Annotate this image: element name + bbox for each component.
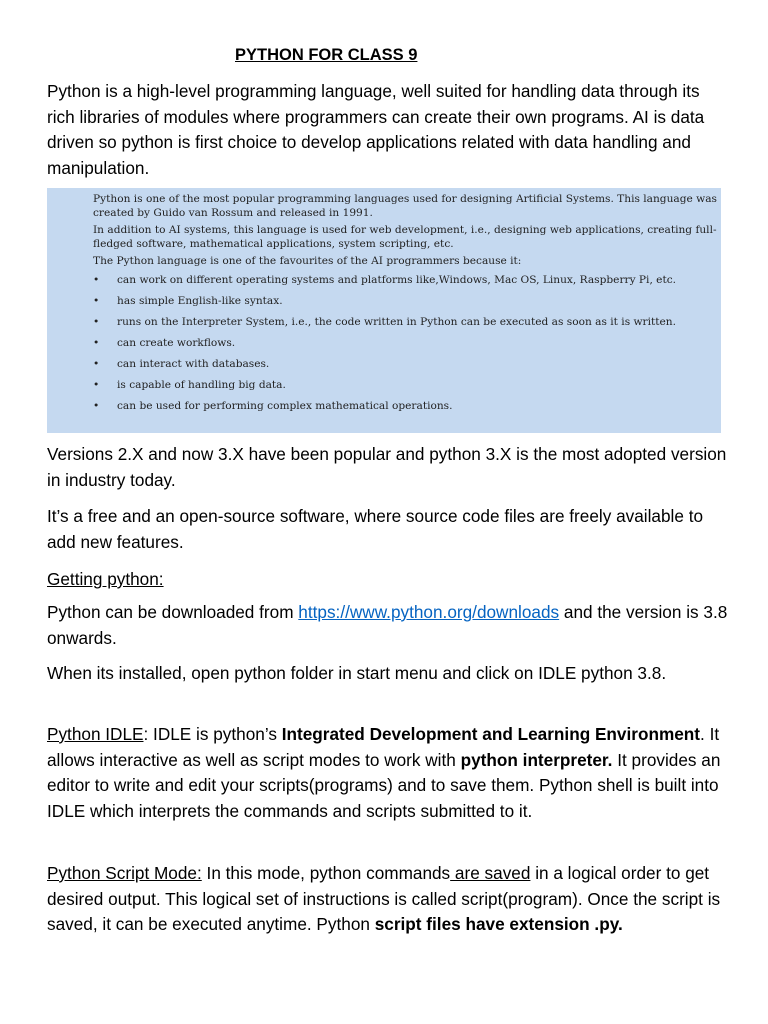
list-item: • can work on different operating systems and platforms like,Windows, Mac OS, Linux, Raspberry Pi, etc.	[93, 270, 719, 291]
info-box-paragraph-3: The Python language is one of the favourites of the AI programmers because it:	[93, 255, 522, 267]
page-title: PYTHON FOR CLASS 9	[235, 46, 418, 64]
script-mode-paragraph: Python Script Mode: In this mode, python commands are saved in a logical order to get desired output. This logical set of instructions is called script(program). Once the script is saved, it can be executed anytime. Python script files have extension .py.	[47, 863, 721, 934]
list-item: • has simple English-like syntax.	[93, 291, 719, 312]
installed-paragraph: When its installed, open python folder in start menu and click on IDLE python 3.8.	[47, 663, 667, 683]
bullet-icon: •	[93, 399, 100, 412]
download-paragraph: Python can be downloaded from https://www.python.org/downloads and the version is 3.8 onwards.	[47, 602, 728, 648]
idle-paragraph: Python IDLE: IDLE is python’s Integrated Development and Learning Environment. It allows interactive as well as script modes to work with python interpreter. It provides an editor to write and edit your scripts(programs) and to save them. Python shell is built into IDLE which interprets the commands and scripts submitted to it.	[47, 724, 721, 821]
info-box-content	[93, 193, 719, 417]
list-item: • can be used for performing complex mathematical operations.	[93, 396, 719, 417]
info-box-list	[93, 270, 719, 417]
script-mode-heading: Python Script Mode:	[47, 863, 202, 883]
bullet-icon: •	[93, 315, 100, 328]
bullet-icon: •	[93, 273, 100, 286]
info-box-paragraph-2: In addition to AI systems, this language is used for web development, i.e., designing web applications, creating full-fledged software, mathematical applications, system scripting, etc.	[93, 224, 717, 250]
list-item: • can interact with databases.	[93, 354, 719, 375]
intro-paragraph: Python is a high-level programming language, well suited for handling data through its rich libraries of modules where programmers can create their own programs. AI is data driven so python is first choice to develop applications related with data handling and manipulation.	[47, 81, 705, 178]
python-download-link[interactable]: https://www.python.org/downloads	[298, 602, 560, 622]
info-box	[47, 188, 721, 433]
versions-paragraph: Versions 2.X and now 3.X have been popular and python 3.X is the most adopted version in industry today.	[47, 444, 727, 490]
open-source-paragraph: It’s a free and an open-source software, where source code files are freely available to add new features.	[47, 506, 704, 552]
list-item: • is capable of handling big data.	[93, 375, 719, 396]
idle-heading: Python IDLE	[47, 724, 144, 744]
bullet-icon: •	[93, 336, 100, 349]
bullet-icon: •	[93, 378, 100, 391]
getting-python-heading: Getting python:	[47, 569, 164, 589]
bullet-icon: •	[93, 357, 100, 370]
bullet-icon: •	[93, 294, 100, 307]
list-item: • can create workflows.	[93, 333, 719, 354]
list-item: • runs on the Interpreter System, i.e., the code written in Python can be executed as soon as it is written.	[93, 312, 719, 333]
info-box-paragraph-1: Python is one of the most popular programming languages used for designing Artificial Systems. This language was created by Guido van Rossum and released in 1991.	[93, 193, 717, 219]
